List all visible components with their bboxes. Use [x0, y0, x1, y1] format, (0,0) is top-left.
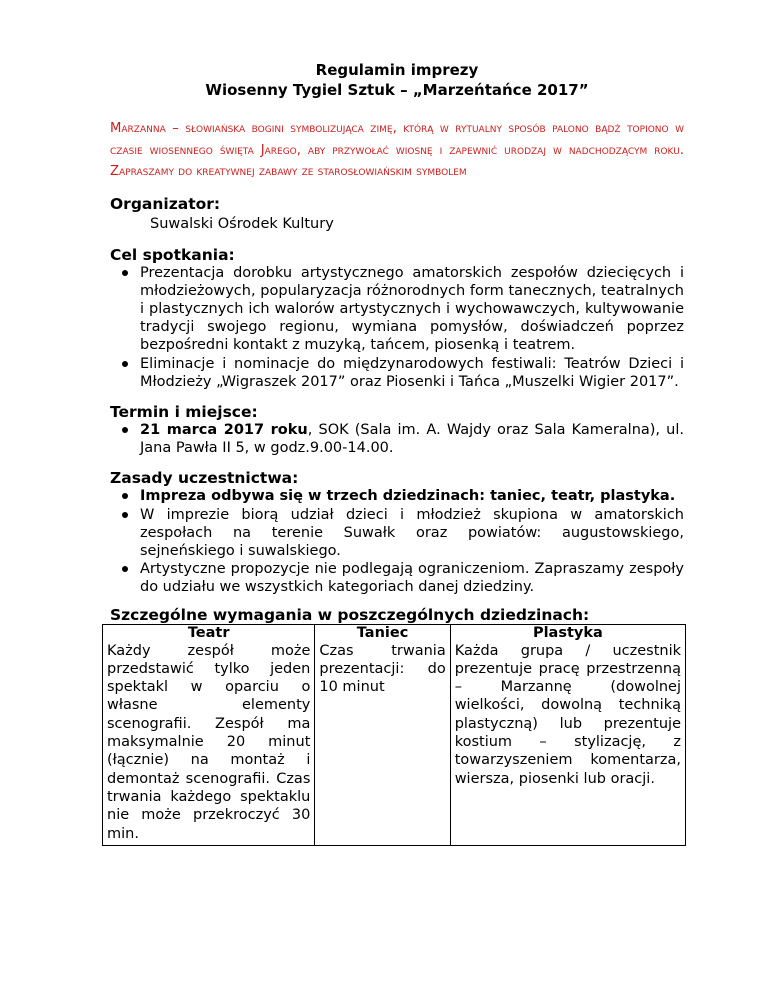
document-title-line2: Wiosenny Tygiel Sztuk – „Marzeńtańce 2017” — [205, 81, 589, 99]
cell-taniec: Czas trwania prezentacji: do 10 minut — [315, 642, 450, 846]
column-header-teatr: Teatr — [103, 624, 315, 642]
rules-list — [110, 487, 684, 596]
cell-plastyka: Każda grupa / uczestnik prezentuje pracę przestrzenną – Marzannę (dowolnej wielkości, dowolną techniką plastyczną) lub prezentuje kostium – stylizację, z towarzyszeniem komentarza, wiersza, piosenki lub oracji. — [450, 642, 685, 846]
goal-section — [110, 246, 684, 391]
intro-paragraph: Marzanna – słowiańska bogini symbolizująca zimę, którą w rytualny sposób palono bądź topiono w czasie wiosennego święta Jarego, aby przywołać wiosnę i zapewnić urodzaj w nadchodzącym roku. Zapraszamy do kreatywnej zabawy ze starosłowiańskim symbolem — [110, 121, 684, 179]
requirements-heading: Szczególne wymagania w poszczególnych dziedzinach: — [110, 605, 590, 624]
list-item: Eliminacje i nominacje do międzynarodowych festiwali: Teatrów Dzieci i Młodzieży „Wigraszek 2017” oraz Piosenki i Tańca „Muszelki Wigier 2017”. — [110, 355, 684, 391]
list-item: Artystyczne propozycje nie podlegają ograniczeniom. Zapraszamy zespoły do udziału we wszystkich kategoriach danej dziedziny. — [110, 560, 684, 596]
goal-list — [110, 264, 684, 391]
table-row — [103, 642, 686, 846]
date-section — [110, 403, 684, 457]
table-header-row — [103, 624, 686, 642]
date-bold-text: 21 marca 2017 roku — [140, 421, 308, 438]
organizer-section — [110, 195, 684, 234]
date-list — [110, 421, 684, 457]
document-title-line1: Regulamin imprezy — [315, 61, 479, 79]
rules-section — [110, 469, 684, 596]
document-page — [107, 60, 684, 846]
rules-heading: Zasady uczestnictwa: — [110, 469, 299, 488]
date-rest-text: , SOK (Sala im. A. Wajdy oraz Sala Kameralna), ul. Jana Pawła II 5, w godz.9.00-14.00. — [140, 421, 684, 457]
cell-teatr: Każdy zespół może przedstawić tylko jeden spektakl w oparciu o własne elementy scenografii. Zespół ma maksymalnie 20 minut (łącznie) na montaż i demontaż scenografii. Czas trwania każdego spektaklu nie może przekroczyć 30 min. — [103, 642, 315, 846]
list-item: Impreza odbywa się w trzech dziedzinach: taniec, teatr, plastyka. — [110, 487, 684, 505]
goal-heading: Cel spotkania: — [110, 245, 235, 264]
column-header-plastyka: Plastyka — [450, 624, 685, 642]
organizer-text: Suwalski Ośrodek Kultury — [150, 215, 334, 232]
list-item — [110, 421, 684, 457]
column-header-taniec: Taniec — [315, 624, 450, 642]
organizer-heading: Organizator: — [110, 194, 221, 213]
list-item: W imprezie biorą udział dzieci i młodzież skupiona w amatorskich zespołach na terenie Suwałk oraz powiatów: augustowskiego, sejneńskiego i suwalskiego. — [110, 506, 684, 561]
requirements-table — [102, 624, 686, 846]
list-item: Prezentacja dorobku artystycznego amatorskich zespołów dziecięcych i młodzieżowych, popularyzacja różnorodnych form tanecznych, teatralnych i plastycznych ich walorów artystycznych i wychowawczych, kultywowanie tradycji swojego regionu, wymiana pomysłów, doświadczeń poprzez bezpośredni kontakt z muzyką, tańcem, piosenką i teatrem. — [110, 264, 684, 355]
date-heading: Termin i miejsce: — [110, 402, 258, 421]
